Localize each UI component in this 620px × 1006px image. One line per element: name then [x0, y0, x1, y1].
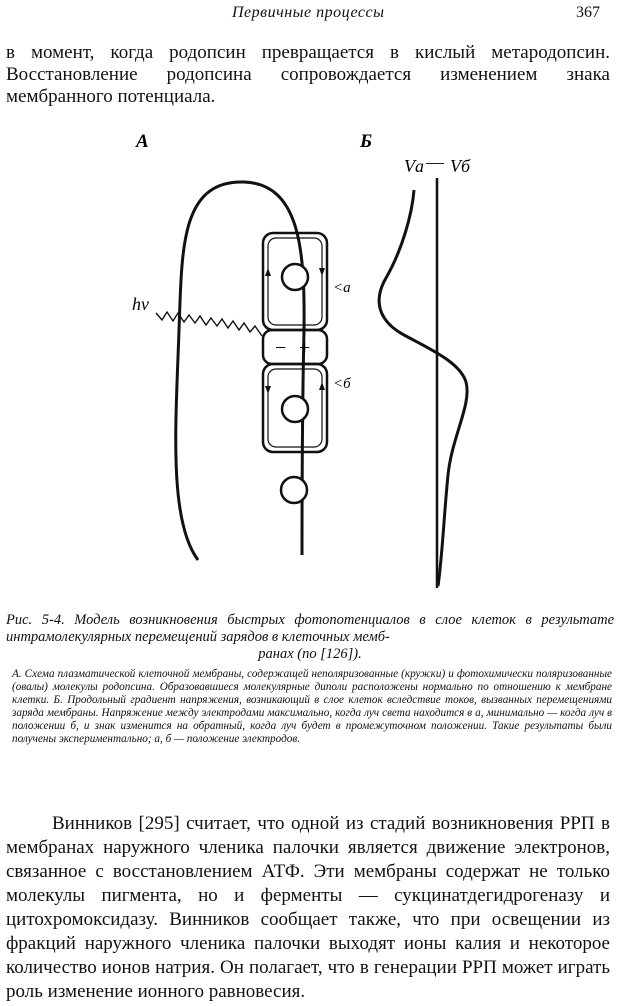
figure-5-4 — [0, 120, 620, 600]
figure-caption-tail: ранах (по [126]). — [258, 646, 362, 662]
rhodopsin-molecule-lower — [281, 477, 307, 503]
current-arrow-lower-left — [265, 386, 271, 394]
page-number: 367 — [576, 4, 600, 21]
electrode-b-label: <б — [333, 376, 351, 392]
body-paragraph-bottom: Винников [295] считает, что одной из стадий возникновения РРП в мембранах наружного членика палочки является движение электронов, связанное с восстановлением АТФ. Эти мембраны содержат не только молекулы пигмента, но и ферменты — сукцинатдегидрогеназу и цитохромоксидазу. Винников сообщает также, что при освещении из фракций наружного членика палочки выходят ионы калия и некоторое количество ионов натрия. Он полагает, что в генерации РРП может играть роль изменение ионного равновесия. — [6, 813, 610, 1002]
current-arrow-upper-left — [265, 268, 271, 276]
current-arrow-lower-right — [319, 382, 325, 390]
voltage-label-a: Vа — [404, 156, 424, 176]
cell-membrane-outline — [176, 182, 304, 560]
voltage-label-b: Vб — [450, 156, 471, 176]
figure-caption-label: Рис. 5-4. — [6, 612, 65, 628]
dipole-minus-sign: − — [275, 337, 287, 359]
panel-b-label: Б — [360, 131, 373, 152]
rhodopsin-molecule-upper — [282, 264, 308, 290]
dipole-oval — [263, 330, 327, 364]
panel-a-label: А — [136, 131, 149, 152]
current-arrow-upper-right — [319, 268, 325, 276]
figure-caption-title: Модель возникновения быстрых фотопотенциалов в слое клеток в результате интрамолекулярных перемещений зарядов в клеточных мемб- — [6, 612, 615, 645]
rhodopsin-molecule-middle — [282, 396, 308, 422]
figure-legend: А. Схема плазматической клеточной мембраны, содержащей неполяризованные (кружки) и фотохимически поляризованные (овалы) молекулы родопсина. Образовавшиеся молекулярные диполи расположены нормально по отношению к мембране клетки. Б. Продольный градиент напряжения, возникающий в слое клеток вследствие токов, вызванных перемещениями заряда мембраны. Напряжение между электродами максимально, когда луч света находится в а, минимально — когда луч в положении б, и знак изменится на обратный, когда луч будет в промежуточном положении. Такие результаты были получены экспериментально; а, б — положение электродов. — [12, 668, 612, 745]
running-title: Первичные процессы — [232, 4, 385, 21]
electrode-a-label: <а — [333, 280, 351, 296]
figure-caption — [6, 612, 614, 663]
voltage-gradient-curve — [379, 190, 467, 586]
body-paragraph-top: в момент, когда родопсин превращается в кислый метародопсин. Восстановление родопсина сопровождается изменением знака мембранного потенциала. — [6, 42, 610, 107]
page-header — [0, 4, 620, 26]
dipole-plus-sign: + — [299, 337, 311, 359]
light-ray — [156, 312, 262, 336]
light-label: hν — [132, 294, 149, 314]
voltage-dash: — — [426, 152, 444, 172]
